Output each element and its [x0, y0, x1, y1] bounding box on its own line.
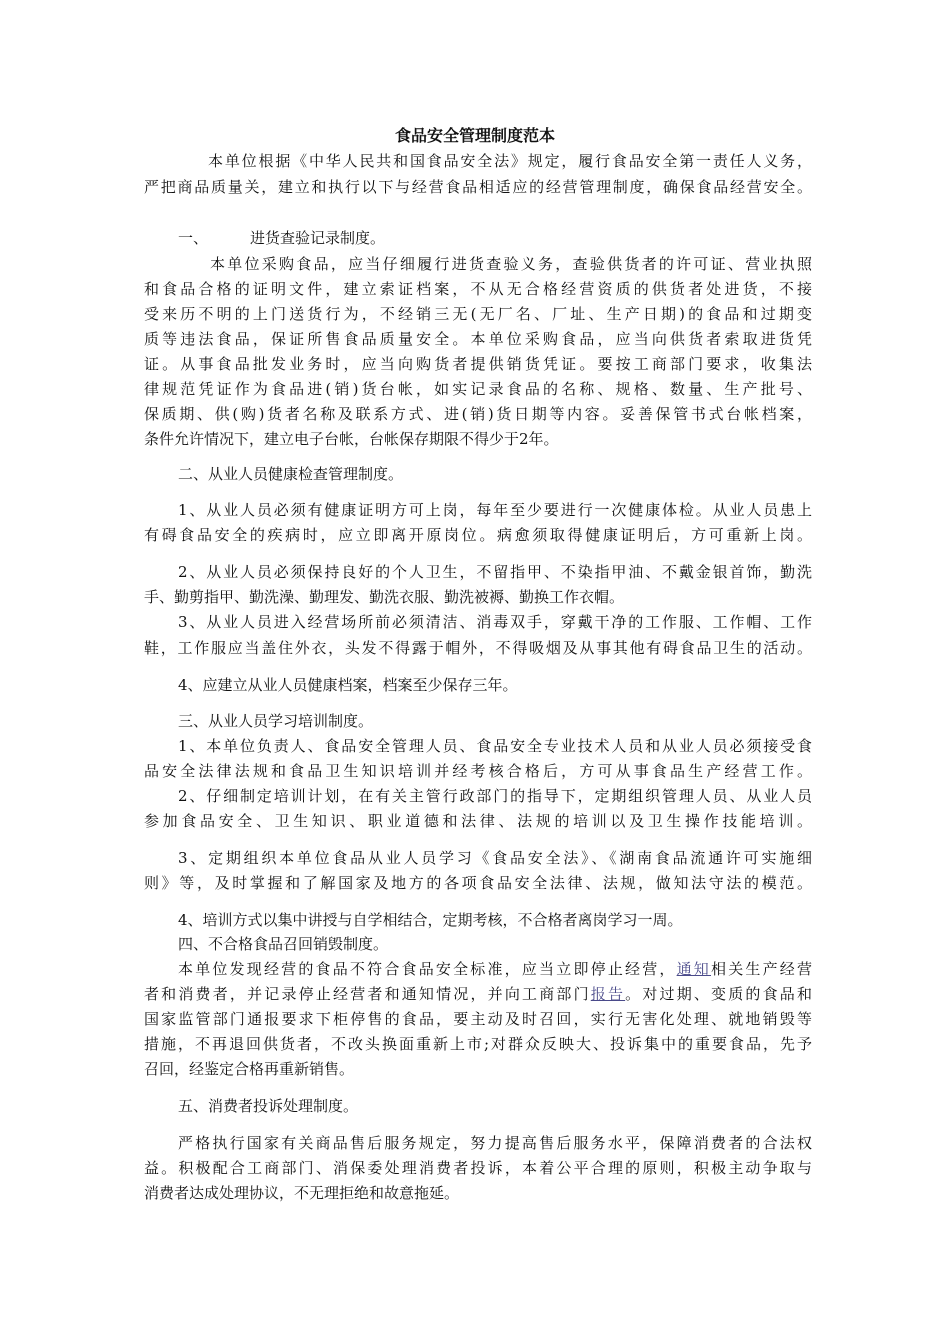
paragraph-line: 有碍食品安全的疾病时，应立即离开原岗位。病愈须取得健康证明后，方可重新上岗。 [144, 526, 812, 544]
paragraph-line: 证。从事食品批发业务时，应当向购货者提供销货凭证。要按工商部门要求，收集法 [144, 355, 812, 373]
section-1-heading [178, 228, 846, 248]
report-link[interactable]: 报告 [590, 985, 626, 1003]
document-title: 食品安全管理制度范本 [394, 126, 555, 145]
text-run: 。对过期、变质的食品和 [625, 985, 812, 1003]
intro-line: 严把商品质量关，建立和执行以下与经营食品相适应的经营管理制度，确保食品经营安全。 [144, 178, 812, 196]
notify-link[interactable]: 通知 [676, 960, 711, 978]
paragraph-line: 消费者达成处理协议，不无理拒绝和故意拖延。 [144, 1184, 460, 1202]
section-3-heading: 三、从业人员学习培训制度。 [178, 712, 374, 730]
paragraph-line: 召回，经鉴定合格再重新销售。 [144, 1060, 355, 1078]
paragraph-line [178, 959, 812, 979]
text-run: 本单位发现经营的食品不符合食品安全标准，应当立即停止经营， [178, 960, 677, 978]
section-2-heading: 二、从业人员健康检查管理制度。 [178, 465, 404, 483]
paragraph-line: 参加食品安全、卫生知识、职业道德和法律、法规的培训以及卫生操作技能培训。 [144, 812, 812, 830]
paragraph-line: 质等违法食品，保证所售食品质量安全。本单位采购食品，应当向供货者索取进货凭 [144, 330, 812, 348]
paragraph-line: 严格执行国家有关商品售后服务规定，努力提高售后服务水平，保障消费者的合法权 [178, 1134, 812, 1152]
paragraph-line: 1、本单位负责人、食品安全管理人员、食品安全专业技术人员和从业人员必须接受食 [178, 737, 812, 755]
section-1-number: 一、 [178, 229, 209, 247]
paragraph-line: 4、应建立从业人员健康档案，档案至少保存三年。 [178, 676, 518, 694]
paragraph-line: 品安全法律法规和食品卫生知识培训并经考核合格后，方可从事食品生产经营工作。 [144, 762, 812, 780]
text-run: 相关生产经营 [711, 960, 812, 978]
paragraph-line: 鞋，工作服应当盖住外衣，头发不得露于帽外，不得吸烟及从事其他有碍食品卫生的活动。 [144, 639, 812, 657]
paragraph-line: 2、从业人员必须保持良好的个人卫生，不留指甲、不染指甲油、不戴金银首饰，勤洗 [178, 563, 812, 581]
section-4-heading: 四、不合格食品召回销毁制度。 [178, 935, 389, 953]
intro-line: 本单位根据《中华人民共和国食品安全法》规定，履行食品安全第一责任人义务， [208, 152, 812, 170]
paragraph-line: 措施，不再退回供货者，不改头换面重新上市;对群众反映大、投诉集中的重要食品，先予 [144, 1035, 812, 1053]
paragraph-line: 本单位采购食品，应当仔细履行进货查验义务，查验供货者的许可证、营业执照 [210, 255, 812, 273]
paragraph-line: 1、从业人员必须有健康证明方可上岗，每年至少要进行一次健康体检。从业人员患上 [178, 501, 812, 519]
paragraph-line: 则》等，及时掌握和了解国家及地方的各项食品安全法律、法规，做知法守法的模范。 [144, 874, 812, 892]
paragraph-line: 3、从业人员进入经营场所前必须清洁、消毒双手，穿戴干净的工作服、工作帽、工作 [178, 613, 812, 631]
paragraph-line: 律规范凭证作为食品进(销)货台帐，如实记录食品的名称、规格、数量、生产批号、 [144, 380, 812, 398]
text-run: 者和消费者，并记录停止经营者和通知情况，并向工商部门 [144, 985, 591, 1003]
paragraph-line: 受来历不明的上门送货行为，不经销三无(无厂名、厂址、生产日期)的食品和过期变 [144, 305, 812, 323]
paragraph-line: 和食品合格的证明文件，建立索证档案，不从无合格经营资质的供货者处进货，不接 [144, 280, 812, 298]
section-1-title: 进货查验记录制度。 [250, 229, 386, 247]
paragraph-line: 4、培训方式以集中讲授与自学相结合，定期考核，不合格者离岗学习一周。 [178, 911, 683, 929]
paragraph-line: 条件允许情况下，建立电子台帐，台帐保存期限不得少于2年。 [144, 430, 559, 448]
paragraph-line: 保质期、供(购)货者名称及联系方式、进(销)货日期等内容。妥善保管书式台帐档案， [144, 405, 812, 423]
paragraph-line: 3、定期组织本单位食品从业人员学习《食品安全法》、《湖南食品流通许可实施细 [178, 849, 812, 867]
paragraph-line: 益。积极配合工商部门、消保委处理消费者投诉，本着公平合理的原则，积极主动争取与 [144, 1159, 812, 1177]
paragraph-line: 2、仔细制定培训计划，在有关主管行政部门的指导下，定期组织管理人员、从业人员 [178, 787, 812, 805]
paragraph-line: 手、勤剪指甲、勤洗澡、勤理发、勤洗衣服、勤洗被褥、勤换工作衣帽。 [144, 588, 625, 606]
paragraph-line: 国家监管部门通报要求下柜停售的食品，要主动及时召回，实行无害化处理、就地销毁等 [144, 1010, 812, 1028]
paragraph-line [144, 984, 812, 1004]
section-5-heading: 五、消费者投诉处理制度。 [178, 1097, 359, 1115]
